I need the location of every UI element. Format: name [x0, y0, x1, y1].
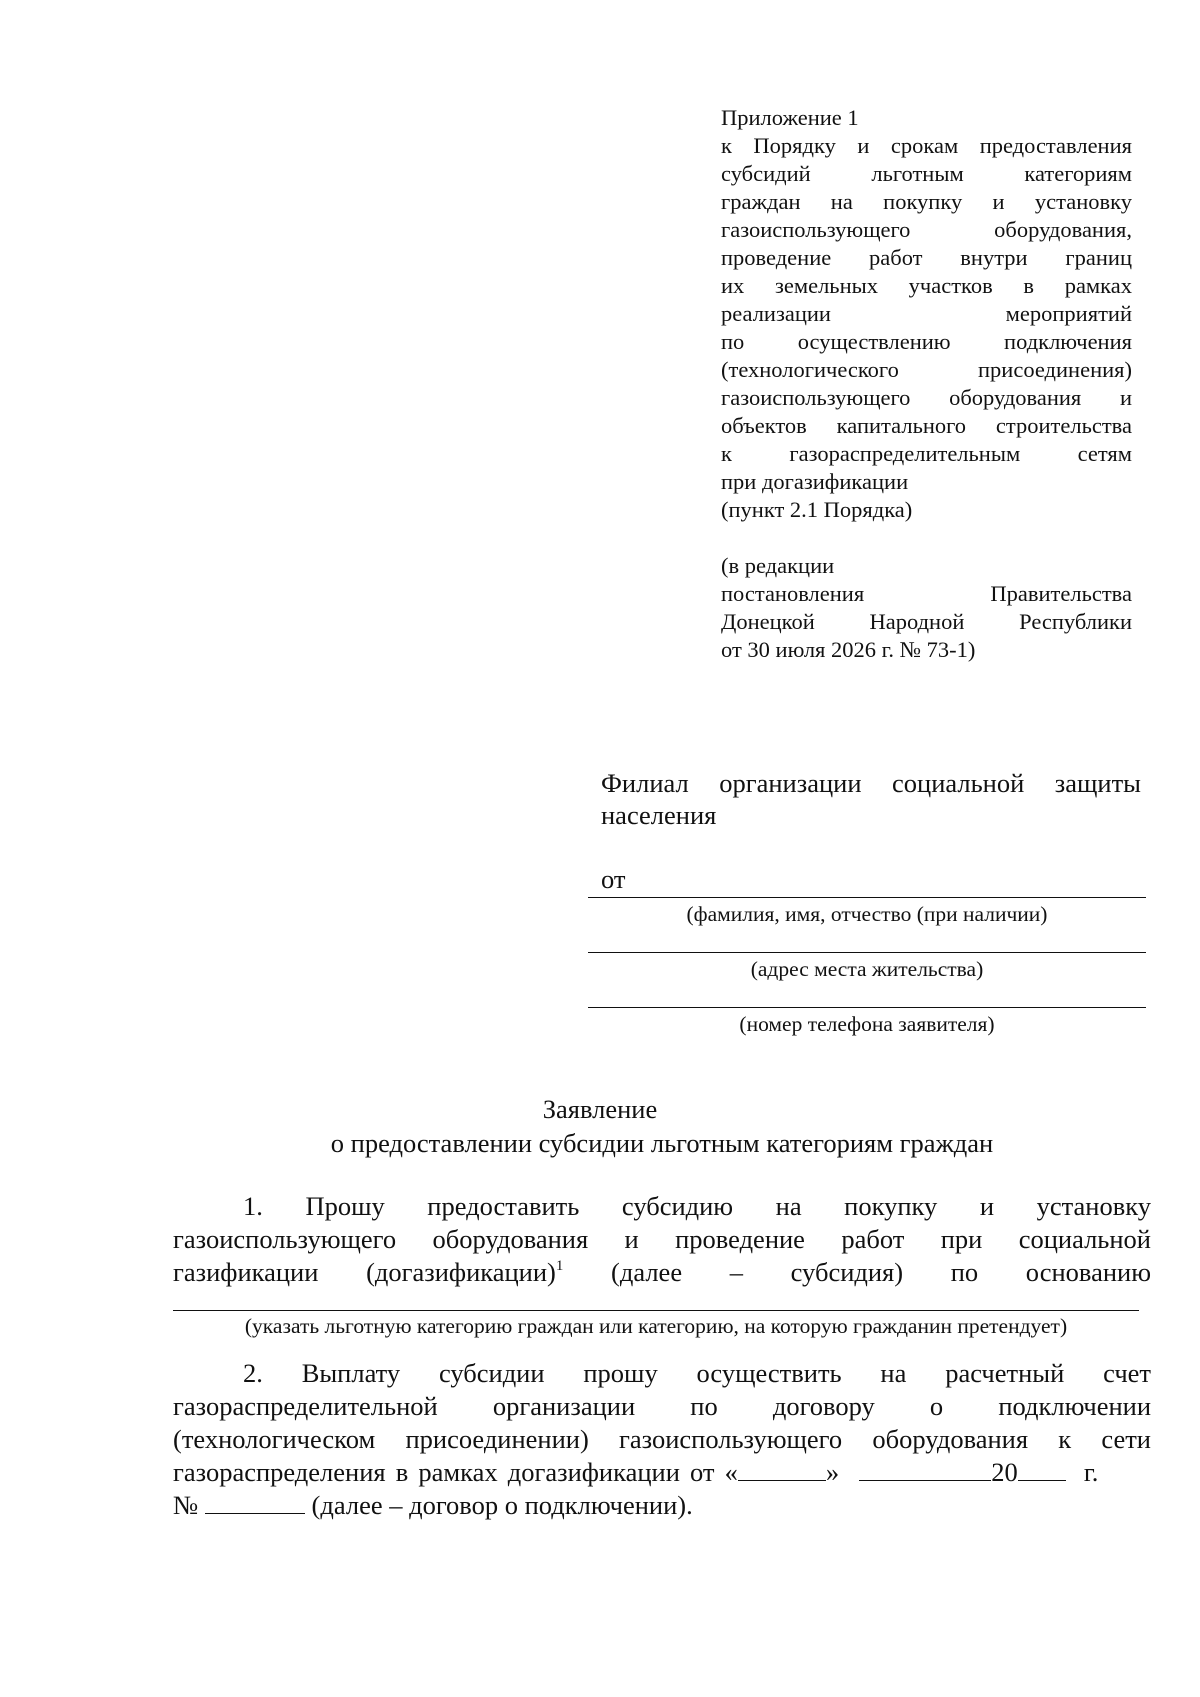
appendix-block	[721, 104, 1132, 664]
appendix-line: граждан на покупку и установку	[721, 189, 1132, 214]
contract-month-field[interactable]	[859, 1456, 991, 1481]
paragraph-line	[173, 1489, 1151, 1522]
paragraph-line: газораспределительной организации по договору о подключении	[173, 1391, 1151, 1421]
applicant-address-field[interactable]	[588, 952, 1146, 953]
revision-line: (в редакции	[721, 553, 835, 578]
paragraph-line: 2. Выплату субсидии прошу осуществить на расчетный счет	[243, 1358, 1151, 1388]
contract-day-field[interactable]	[738, 1456, 826, 1481]
paragraph-1	[173, 1190, 1151, 1289]
paragraph-text: г.	[1083, 1457, 1099, 1487]
contract-year-field[interactable]	[1018, 1456, 1066, 1481]
appendix-line: газоиспользующего оборудования,	[721, 217, 1132, 242]
appendix-line: газоиспользующего оборудования и	[721, 385, 1132, 410]
appendix-line: к Порядку и срокам предоставления	[721, 133, 1132, 158]
appendix-line: Приложение 1	[721, 105, 859, 130]
appendix-line: объектов капитального строительства	[721, 413, 1132, 438]
revision-line: постановления Правительства	[721, 581, 1132, 606]
name-caption: (фамилия, имя, отчество (при наличии)	[686, 902, 1048, 926]
paragraph-2	[173, 1357, 1151, 1522]
appendix-line: их земельных участков в рамках	[721, 273, 1132, 298]
basis-caption: (указать льготную категорию граждан или категорию, на которую гражданин претендует)	[244, 1314, 1068, 1338]
appendix-line: при догазификации	[721, 469, 909, 494]
paragraph-text: газораспределения в рамках догазификации от «	[173, 1457, 738, 1487]
footnote-ref: 1	[555, 1258, 564, 1274]
revision-line: Донецкой Народной Республики	[721, 609, 1132, 634]
paragraph-text: (далее – договор о подключении).	[311, 1490, 693, 1520]
paragraph-text: (далее – субсидия) по основанию	[563, 1257, 1151, 1287]
addressee-block	[601, 767, 1141, 831]
paragraph-line: (технологическом присоединении) газоиспользующего оборудования к сети	[173, 1424, 1151, 1454]
paragraph-line	[173, 1256, 1151, 1289]
appendix-line: проведение работ внутри границ	[721, 245, 1132, 270]
paragraph-line: газоиспользующего оборудования и проведение работ при социальной	[173, 1224, 1151, 1254]
appendix-line: к газораспределительным сетям	[721, 441, 1132, 466]
basis-field[interactable]	[173, 1310, 1139, 1311]
paragraph-line	[173, 1456, 1151, 1489]
address-caption: (адрес места жительства)	[750, 957, 984, 981]
appendix-line: субсидий льготным категориям	[721, 161, 1132, 186]
paragraph-text: №	[173, 1490, 199, 1520]
applicant-phone-field[interactable]	[588, 1007, 1146, 1008]
appendix-line: по осуществлению подключения	[721, 329, 1132, 354]
revision-line: от 30 июля 2026 г. № 73-1)	[721, 637, 976, 662]
applicant-name-field[interactable]	[588, 897, 1146, 898]
document-subtitle: о предоставлении субсидии льготным категориям граждан	[330, 1128, 994, 1158]
paragraph-line: 1. Прошу предоставить субсидию на покупку и установку	[243, 1191, 1151, 1221]
appendix-line: (технологического присоединения)	[721, 357, 1132, 382]
from-label: от	[601, 864, 626, 894]
paragraph-text: газификации (догазификации)	[173, 1257, 556, 1287]
paragraph-text: 20	[991, 1457, 1018, 1487]
document-title: Заявление	[542, 1094, 658, 1124]
phone-caption: (номер телефона заявителя)	[739, 1012, 995, 1036]
contract-number-field[interactable]	[205, 1489, 305, 1514]
appendix-line: реализации мероприятий	[721, 301, 1132, 326]
addressee-line: Филиал организации социальной защиты	[601, 768, 1141, 798]
paragraph-text: »	[825, 1457, 840, 1487]
appendix-line: (пункт 2.1 Порядка)	[721, 497, 913, 522]
addressee-line: населения	[601, 800, 717, 830]
